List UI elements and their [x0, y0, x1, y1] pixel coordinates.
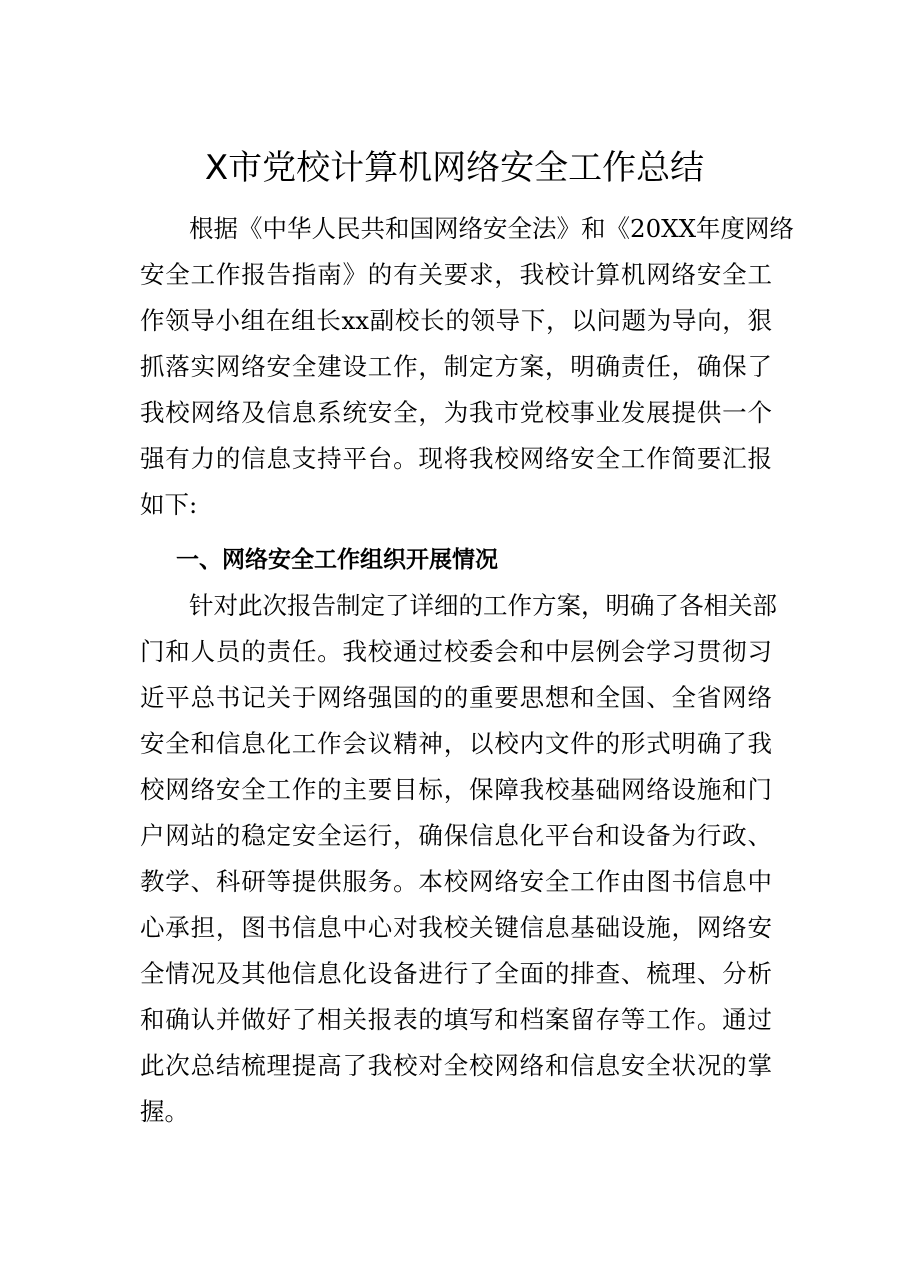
document-title: X市党校计算机网络安全工作总结	[204, 148, 705, 188]
intro-line: 强有力的信息支持平台。现将我校网络安全工作简要汇报	[140, 444, 772, 473]
paragraph-line: 握。	[140, 1097, 189, 1126]
intro-line: 根据《中华人民共和国网络安全法》和《20XX年度网络	[140, 214, 795, 243]
section-heading: 一、网络安全工作组织开展情况	[176, 547, 498, 573]
intro-line: 作领导小组在组长xx副校长的领导下，以问题为导向，狠	[140, 306, 772, 335]
paragraph-line: 教学、科研等提供服务。本校网络安全工作由图书信息中	[140, 867, 772, 896]
intro-line: 如下:	[140, 490, 198, 519]
paragraph-line: 心承担，图书信息中心对我校关键信息基础设施，网络安	[140, 913, 772, 942]
paragraph-line: 近平总书记关于网络强国的的重要思想和全国、全省网络	[140, 683, 772, 712]
paragraph-line: 此次总结梳理提高了我校对全校网络和信息安全状况的掌	[140, 1051, 772, 1080]
paragraph-line: 全情况及其他信息化设备进行了全面的排查、梳理、分析	[140, 959, 772, 988]
intro-line: 抓落实网络安全建设工作，制定方案，明确责任，确保了	[140, 352, 772, 381]
paragraph-line: 和确认并做好了相关报表的填写和档案留存等工作。通过	[140, 1005, 772, 1034]
paragraph-line: 安全和信息化工作会议精神，以校内文件的形式明确了我	[140, 729, 772, 758]
paragraph-line: 门和人员的责任。我校通过校委会和中层例会学习贯彻习	[140, 637, 772, 666]
section-paragraph	[140, 583, 777, 1135]
intro-line: 我校网络及信息系统安全，为我市党校事业发展提供一个	[140, 398, 772, 427]
paragraph-line: 校网络安全工作的主要目标，保障我校基础网络设施和门	[140, 775, 772, 804]
paragraph-line: 针对此次报告制定了详细的工作方案，明确了各相关部	[140, 591, 777, 620]
paragraph-line: 户网站的稳定安全运行，确保信息化平台和设备为行政、	[140, 821, 772, 850]
intro-paragraph	[140, 206, 795, 528]
intro-line: 安全工作报告指南》的有关要求，我校计算机网络安全工	[140, 260, 772, 289]
